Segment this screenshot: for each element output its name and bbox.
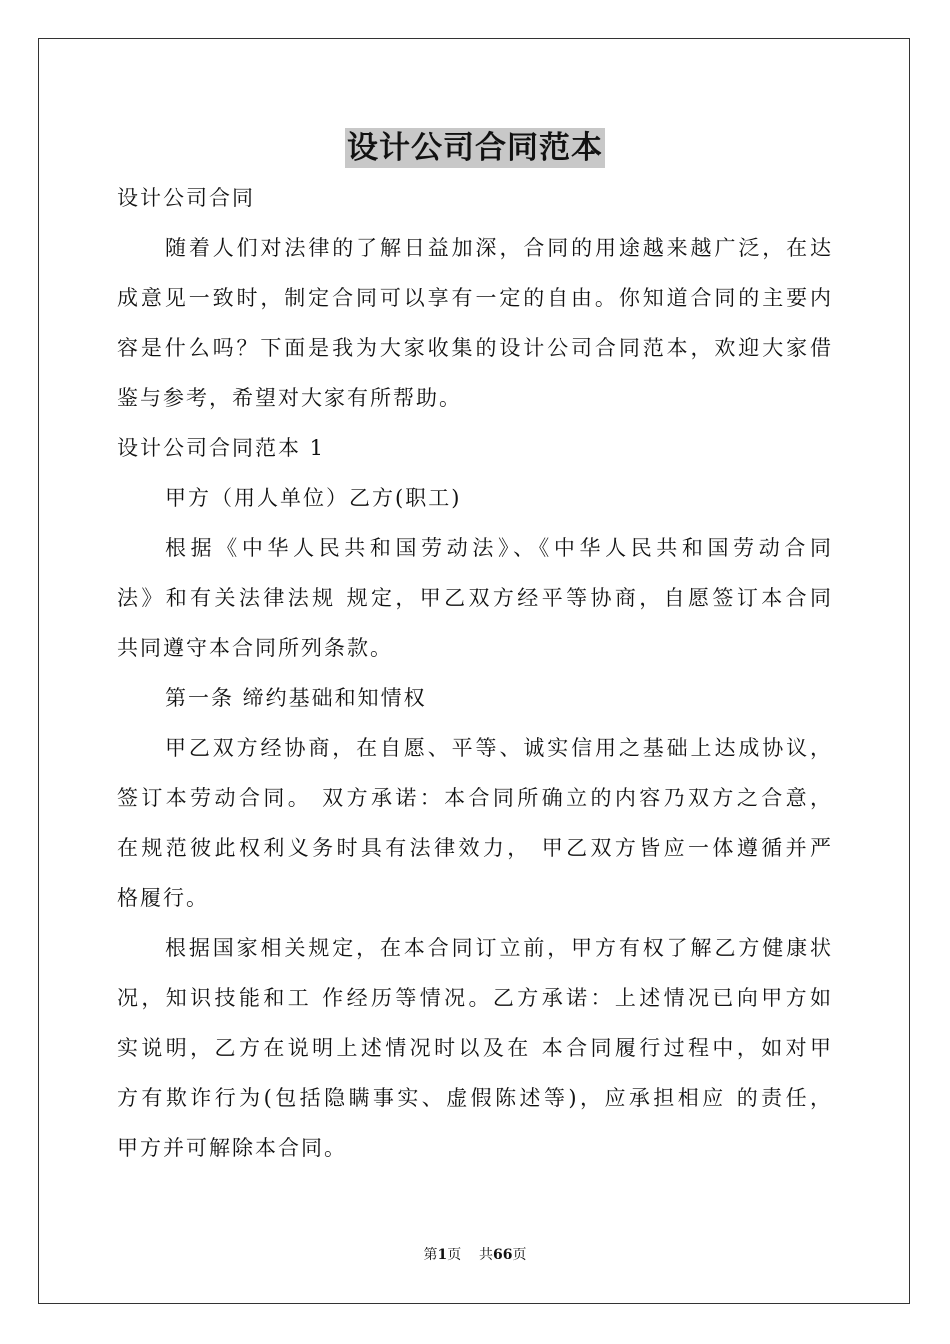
paragraph-line: 共同遵守本合同所列条款。 <box>117 636 393 660</box>
paragraph-line: 格履行。 <box>117 886 209 910</box>
section-heading: 设计公司合同 <box>117 186 255 210</box>
section-heading: 设计公司合同范本 1 <box>117 436 326 460</box>
paragraph-line: 签订本劳动合同。 双方承诺：本合同所确立的内容乃双方之合意， <box>117 786 833 810</box>
paragraph-line: 甲方（用人单位）乙方(职工) <box>165 486 462 510</box>
paragraph-line: 甲方并可解除本合同。 <box>117 1136 347 1160</box>
page-border <box>38 38 910 1304</box>
footer-page-total: 66 <box>493 1247 513 1263</box>
footer-page-prefix: 第 <box>423 1247 438 1263</box>
article-heading: 第一条 缔约基础和知情权 <box>165 686 427 710</box>
footer-total-prefix: 共 <box>479 1247 494 1263</box>
footer-total-suffix: 页 <box>512 1247 527 1263</box>
paragraph-line: 实说明，乙方在说明上述情况时以及在 本合同履行过程中，如对甲 <box>117 1036 833 1060</box>
page-footer <box>0 1246 950 1264</box>
paragraph-line: 鉴与参考，希望对大家有所帮助。 <box>117 386 462 410</box>
footer-page-suffix: 页 <box>447 1247 462 1263</box>
paragraph-line: 甲乙双方经协商，在自愿、平等、诚实信用之基础上达成协议， <box>165 736 833 760</box>
paragraph-line: 容是什么吗？下面是我为大家收集的设计公司合同范本，欢迎大家借 <box>117 336 833 360</box>
document-title: 设计公司合同范本 <box>347 130 603 166</box>
paragraph-line: 根据国家相关规定，在本合同订立前，甲方有权了解乙方健康状 <box>165 936 833 960</box>
paragraph-line: 根据《中华人民共和国劳动法》、《中华人民共和国劳动合同 <box>165 536 833 560</box>
paragraph-line: 随着人们对法律的了解日益加深，合同的用途越来越广泛，在达 <box>165 236 833 260</box>
paragraph-line: 在规范彼此权利义务时具有法律效力， 甲乙双方皆应一体遵循并严 <box>117 836 833 860</box>
paragraph-line: 法》和有关法律法规 规定，甲乙双方经平等协商，自愿签订本合同 <box>117 586 833 610</box>
paragraph-line: 方有欺诈行为(包括隐瞒事实、虚假陈述等)，应承担相应 的责任， <box>117 1086 833 1110</box>
paragraph-line: 成意见一致时，制定合同可以享有一定的自由。你知道合同的主要内 <box>117 286 833 310</box>
title-container <box>0 128 950 168</box>
paragraph-line: 况，知识技能和工 作经历等情况。乙方承诺：上述情况已向甲方如 <box>117 986 833 1010</box>
footer-page-current: 1 <box>437 1247 448 1263</box>
